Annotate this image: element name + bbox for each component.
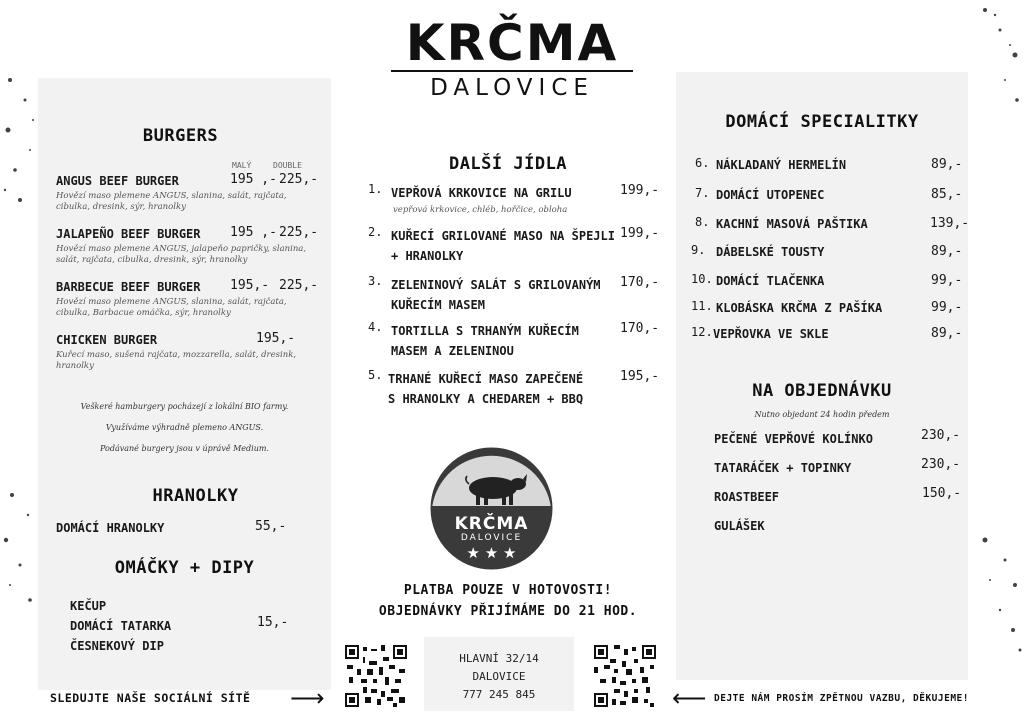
size-small-label: MALÝ (232, 161, 252, 170)
special-price: 85,- (931, 187, 963, 202)
dalsi-heading: DALŠÍ JÍDLA (448, 154, 568, 174)
dish-name: ZELENINOVÝ SALÁT S GRILOVANÝM (391, 278, 601, 292)
special-number: 11. (691, 299, 713, 313)
dish-name-line2: + HRANOLKY (391, 249, 464, 263)
special-name: DÁBELSKÉ TOUSTY (716, 245, 825, 259)
address-phone: 777 245 845 (462, 688, 536, 701)
special-price: 89,- (931, 244, 963, 259)
dish-number: 1. (368, 182, 383, 196)
burger-price-double: 225,- (279, 172, 319, 187)
brand-place: DALOVICE (430, 75, 594, 101)
special-price: 89,- (931, 157, 963, 172)
burger-price-small: 195 ,- (230, 225, 277, 240)
dish-description: vepřová krkovice, chléb, hořčice, obloha (393, 205, 568, 215)
dish-number: 4. (368, 320, 383, 334)
order-item-name: TATARÁČEK + TOPINKY (714, 461, 852, 475)
dish-name: TRHANÉ KUŘECÍ MASO ZAPEČENÉ (388, 372, 584, 386)
dish-name-line2: S HRANOLKY A CHEDAREM + BBQ (388, 392, 584, 406)
special-name: KLOBÁSKA KRČMA Z PAŠÍKA (716, 301, 883, 315)
special-number: 7. (695, 186, 710, 200)
order-item-name: GULÁŠEK (714, 519, 765, 533)
dish-price: 199,- (620, 226, 660, 241)
order-item-price: 150,- (922, 486, 962, 501)
arrow-right-icon: ⟶ (290, 684, 325, 712)
omacky-item-2: DOMÁCÍ TATARKA (70, 619, 172, 633)
burger-description: Hovězí maso plemene ANGUS, jalapeňo papričky, slanina, salát, rajčata, cibulka, dresink, sýr, hranolky (56, 244, 307, 265)
burger-note-1: Veškeré hamburgery pocházejí z lokální BIO farmy. (80, 402, 289, 411)
specialitky-heading: DOMÁCÍ SPECIALITKY (725, 112, 919, 132)
burger-price-small: 195,- (230, 278, 270, 293)
feedback-cta: DEJTE NÁM PROSÍM ZPĚTNOU VAZBU, DĚKUJEME! (714, 693, 969, 704)
order-item-price: 230,- (921, 428, 961, 443)
address-town: DALOVICE (472, 670, 526, 683)
hranolky-heading: HRANOLKY (152, 486, 239, 506)
special-name: DOMÁCÍ UTOPENEC (716, 188, 825, 202)
burger-price-double: 225,- (279, 278, 319, 293)
dish-price: 170,- (620, 321, 660, 336)
burger-description: Kuřecí maso, sušená rajčata, mozzarella, salát, dresink, hranolky (56, 350, 297, 371)
special-name: KACHNÍ MASOVÁ PAŠTIKA (716, 217, 868, 231)
special-number: 9. (691, 243, 706, 257)
omacky-item-1: KEČUP (70, 599, 107, 613)
logo-stars: ★ ★ ★ (466, 544, 517, 562)
dish-price: 195,- (620, 369, 660, 384)
omacky-item-3: ČESNEKOVÝ DIP (70, 639, 164, 653)
hranolky-item: DOMÁCÍ HRANOLKY (56, 521, 165, 535)
order-item-price: 230,- (921, 457, 961, 472)
burger-description: Hovězí maso plemene ANGUS, slanina, salát, rajčata, cibulka, dresink, sýr, hranolky (56, 191, 287, 212)
address-street: HLAVNÍ 32/14 (459, 652, 539, 665)
qr-code-feedback-icon[interactable] (594, 645, 656, 707)
omacky-price: 15,- (257, 615, 289, 630)
burger-description: Hovězí maso plemene ANGUS, slanina, salát, rajčata, cibulka, Barbacue omáčka, sýr, hranolky (56, 297, 287, 318)
dish-price: 199,- (620, 183, 660, 198)
objednavka-heading: NA OBJEDNÁVKU (752, 381, 892, 401)
burger-note-3: Podávané burgery jsou v úprávě Medium. (99, 444, 270, 453)
dish-name: KUŘECÍ GRILOVANÉ MASO NA ŠPEJLI (391, 229, 615, 243)
burger-name: CHICKEN BURGER (56, 333, 158, 347)
dish-name-line2: KUŘECÍM MASEM (391, 298, 485, 312)
special-price: 99,- (931, 300, 963, 315)
payment-line-2: OBJEDNÁVKY PŘIJÍMÁME DO 21 HOD. (378, 604, 638, 619)
order-item-name: PEČENÉ VEPŘOVÉ KOLÍNKO (714, 432, 873, 446)
qr-code-social-icon[interactable] (345, 645, 407, 707)
special-number: 6. (695, 156, 710, 170)
payment-line-1: PLATBA POUZE V HOTOVOSTI! (403, 583, 613, 598)
burger-name: BARBECUE BEEF BURGER (56, 280, 201, 294)
burgers-heading: BURGERS (142, 126, 219, 146)
hranolky-price: 55,- (255, 519, 287, 534)
brand-name: KRČMA (405, 14, 619, 72)
dish-number: 2. (368, 225, 383, 239)
logo-name: KRČMA (454, 514, 529, 534)
objednavka-note: Nutno objedant 24 hodin předem (754, 410, 890, 419)
special-name: VEPŘOVKA VE SKLE (713, 327, 829, 341)
dish-name: VEPŘOVÁ KRKOVICE NA GRILU (391, 186, 572, 200)
size-double-label: DOUBLE (273, 161, 302, 170)
dish-name-line2: MASEM A ZELENINOU (391, 344, 514, 358)
order-item-name: ROASTBEEF (714, 490, 780, 504)
burger-name: JALAPEÑO BEEF BURGER (56, 227, 201, 241)
burger-name: ANGUS BEEF BURGER (56, 174, 179, 188)
special-price: 89,- (931, 326, 963, 341)
dish-name: TORTILLA S TRHANÝM KUŘECÍM (391, 324, 579, 338)
burger-price-small: 195 ,- (230, 172, 277, 187)
special-number: 10. (691, 272, 713, 286)
dish-number: 5. (368, 368, 383, 382)
special-name: DOMÁCÍ TLAČENKA (716, 274, 825, 288)
arrow-left-icon: ⟵ (672, 684, 707, 712)
special-price: 139,- (930, 216, 970, 231)
burger-price-small: 195,- (256, 331, 296, 346)
social-cta: SLEDUJTE NAŠE SOCIÁLNÍ SÍTĚ (50, 691, 251, 705)
special-price: 99,- (931, 273, 963, 288)
burger-price-double: 225,- (279, 225, 319, 240)
special-number: 12. (691, 325, 713, 339)
logo-place: DALOVICE (460, 533, 523, 543)
special-number: 8. (695, 215, 710, 229)
omacky-heading: OMÁČKY + DIPY (114, 558, 255, 578)
dish-number: 3. (368, 274, 383, 288)
special-name: NÁKLADANÝ HERMELÍN (716, 158, 847, 172)
dish-price: 170,- (620, 275, 660, 290)
burger-note-2: Využíváme výhradně plemeno ANGUS. (105, 423, 264, 432)
